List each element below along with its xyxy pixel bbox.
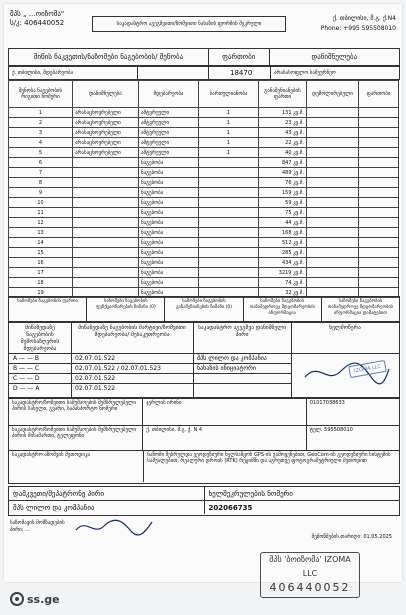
ss-ge-logo bbox=[10, 592, 60, 606]
row-location: ნაგებობა bbox=[139, 218, 199, 228]
surveyor-line-1: შპს ლილო და კომპანია bbox=[193, 354, 291, 364]
company-stamp bbox=[260, 552, 360, 598]
table-row bbox=[9, 108, 399, 118]
header-location: მდებარეობა bbox=[139, 81, 199, 108]
row-use bbox=[73, 178, 139, 188]
row-floors bbox=[199, 178, 259, 188]
company-contact bbox=[321, 14, 396, 34]
row-number: 16 bbox=[9, 258, 73, 268]
row-location: ნაგებობა bbox=[139, 208, 199, 218]
row-use: არასაცხოვრებელი bbox=[73, 148, 139, 158]
method-row bbox=[9, 451, 399, 482]
row-number: 8 bbox=[9, 178, 73, 188]
table-row bbox=[9, 208, 399, 218]
area-value: 18470 bbox=[209, 67, 271, 79]
row-use bbox=[73, 238, 139, 248]
row-area: 75 კვ.მ. bbox=[259, 208, 307, 218]
row-area: 3219 კვ.მ. bbox=[259, 268, 307, 278]
row-extra-area bbox=[359, 238, 399, 248]
mid-note-1: საზომები ნაგებობის ფართი bbox=[9, 297, 87, 321]
check-date-label: შემოწმების თარიღი: bbox=[311, 534, 362, 540]
date-1: 02.07.01.522 bbox=[71, 354, 193, 364]
segment-da: D — — A bbox=[13, 385, 40, 392]
row-extra-area bbox=[359, 248, 399, 258]
surveyor-details-block bbox=[8, 398, 400, 484]
row-area: 159 კვ.მ. bbox=[259, 188, 307, 198]
method-label: საკადასტრო აზომვის მეთოდიკა bbox=[9, 451, 144, 482]
company-id: ს/კ: 406440052 bbox=[10, 19, 65, 27]
row-number: 12 bbox=[9, 218, 73, 228]
requester-block bbox=[8, 486, 400, 516]
row-number: 11 bbox=[9, 208, 73, 218]
document-sheet bbox=[4, 4, 402, 594]
row-location: ნაგებობა bbox=[139, 248, 199, 258]
table-row bbox=[9, 238, 399, 248]
table-row bbox=[9, 198, 399, 208]
table-row bbox=[9, 228, 399, 238]
preparer-label-2: პირი: ... bbox=[10, 527, 30, 533]
row-floors bbox=[199, 228, 259, 238]
row-area: 43 კვ.მ. bbox=[259, 128, 307, 138]
header-number: შენობა ნაგებობის რიგითი ნომერი bbox=[9, 81, 73, 108]
row-area: 40 კვ.მ. bbox=[259, 148, 307, 158]
row-floors bbox=[199, 248, 259, 258]
row-use bbox=[73, 278, 139, 288]
row-use bbox=[73, 168, 139, 178]
company-header bbox=[10, 10, 64, 28]
table-row bbox=[9, 258, 399, 268]
row-number: 7 bbox=[9, 168, 73, 178]
purpose-value: არასასოფლო სამეურნეო bbox=[274, 70, 336, 76]
row-floors: 1 bbox=[199, 118, 259, 128]
row-area: 22 კვ.მ. bbox=[259, 138, 307, 148]
surveyor-address-row bbox=[9, 426, 399, 451]
row-area: 74 კვ.მ. bbox=[259, 278, 307, 288]
row-use bbox=[73, 218, 139, 228]
row-number: 9 bbox=[9, 188, 73, 198]
preparer-signature bbox=[74, 516, 154, 538]
row-demolished bbox=[307, 188, 359, 198]
boundary-dates-header: მიწაზედაზე ნაგებობის მარტივი/ზომვითი მდებარეობა/ მესაკუთრეობა bbox=[71, 323, 193, 354]
row-floors bbox=[199, 158, 259, 168]
mid-note-2: საზომები ნაგებობის ფუნქციონირების ნიშანი (0) bbox=[87, 297, 165, 321]
row-number: 2 bbox=[9, 118, 73, 128]
row-floors: 1 bbox=[199, 108, 259, 118]
boundary-block bbox=[8, 322, 400, 398]
row-number: 6 bbox=[9, 158, 73, 168]
row-floors bbox=[199, 238, 259, 248]
row-extra-area bbox=[359, 108, 399, 118]
table-row bbox=[9, 178, 399, 188]
row-demolished bbox=[307, 118, 359, 128]
logo-text: ss.ge bbox=[27, 592, 60, 606]
company-stamp-small: IZOMA LLC bbox=[348, 360, 387, 378]
row-demolished bbox=[307, 128, 359, 138]
company-name: შპს „ ...ოიზომა" bbox=[10, 10, 65, 18]
row-area: 131 კვ.მ. bbox=[259, 108, 307, 118]
table-row bbox=[9, 138, 399, 148]
row-location: ნაგებობა bbox=[139, 228, 199, 238]
row-demolished bbox=[307, 198, 359, 208]
row-number: 14 bbox=[9, 238, 73, 248]
row-location: ნაგებობა bbox=[139, 258, 199, 268]
stamp-company-name: შპს 'ბოიზომა' IZOMA LLC bbox=[269, 555, 351, 578]
row-demolished bbox=[307, 168, 359, 178]
table-row bbox=[9, 128, 399, 138]
row-area: 23 კვ.მ. bbox=[259, 118, 307, 128]
row-area: 59 კვ.მ. bbox=[259, 198, 307, 208]
row-demolished bbox=[307, 158, 359, 168]
preparer-signature-area bbox=[10, 520, 65, 534]
row-number: 19 bbox=[9, 288, 73, 298]
row-extra-area bbox=[359, 278, 399, 288]
row-use bbox=[73, 198, 139, 208]
table-row bbox=[9, 278, 399, 288]
row-extra-area bbox=[359, 228, 399, 238]
logo-icon bbox=[10, 592, 24, 606]
row-floors bbox=[199, 218, 259, 228]
row-demolished bbox=[307, 258, 359, 268]
row-area: 489 კვ.მ. bbox=[259, 168, 307, 178]
row-use: არასაცხოვრებელი bbox=[73, 118, 139, 128]
boundary-header: მიწაზედაზე ნაგებობის შემოსაზღვრის მდებარეობა bbox=[9, 323, 71, 354]
boundary-dates-col bbox=[71, 323, 194, 397]
row-use bbox=[73, 158, 139, 168]
header-demolished: დემოლირებული bbox=[307, 81, 359, 108]
row-floors: 1 bbox=[199, 138, 259, 148]
company-phone: Phone: +995 595508010 bbox=[320, 25, 396, 32]
header-area: განაშენიანების ფართი bbox=[259, 81, 307, 108]
table-row bbox=[9, 188, 399, 198]
boundary-segments-col bbox=[9, 323, 72, 397]
area-label: ფართობი bbox=[209, 49, 270, 65]
row-demolished bbox=[307, 248, 359, 258]
row-location: ამტვრეული bbox=[139, 108, 199, 118]
row-location: ნაგებობა bbox=[139, 198, 199, 208]
row-extra-area bbox=[359, 218, 399, 228]
row-number: 13 bbox=[9, 228, 73, 238]
row-floors: 1 bbox=[199, 128, 259, 138]
row-location: ნაგებობა bbox=[139, 188, 199, 198]
table-row bbox=[9, 248, 399, 258]
surveyor-address-value: ქ. თბილისი, მ.გ. ქ. N 4 bbox=[143, 426, 307, 450]
row-extra-area bbox=[359, 128, 399, 138]
surveyor-passport-value: 01017038633 bbox=[309, 400, 345, 406]
row-use bbox=[73, 258, 139, 268]
row-floors bbox=[199, 198, 259, 208]
buildings-table bbox=[8, 80, 399, 298]
row-use bbox=[73, 208, 139, 218]
row-area: 32 კვ.მ. bbox=[259, 288, 307, 298]
agreement-value: 202066735 bbox=[208, 503, 253, 512]
signature-header: ხელმოწერა bbox=[291, 323, 399, 354]
check-date bbox=[312, 534, 392, 540]
row-floors bbox=[199, 188, 259, 198]
row-number: 1 bbox=[9, 108, 73, 118]
row-location: ამტვრეული bbox=[139, 118, 199, 128]
row-extra-area bbox=[359, 178, 399, 188]
table-header-row bbox=[9, 81, 399, 108]
row-demolished bbox=[307, 108, 359, 118]
date-4: 02.07.01.522 bbox=[75, 385, 116, 392]
row-floors bbox=[199, 278, 259, 288]
table-row bbox=[9, 168, 399, 178]
table-row bbox=[9, 118, 399, 128]
row-extra-area bbox=[359, 168, 399, 178]
requester-label-row bbox=[9, 487, 399, 501]
surveyor-name-value: ჯერლის ირინი bbox=[143, 399, 307, 425]
segment-cd: C — — D bbox=[9, 374, 71, 384]
mid-note-4: საზომები ნაგებობის თანამედროვე მდგომარეობის ინფორმაცია bbox=[244, 297, 322, 321]
row-demolished bbox=[307, 268, 359, 278]
surveyor-phone-value: ტელ. 595508010 bbox=[309, 427, 353, 433]
row-extra-area bbox=[359, 258, 399, 268]
row-use bbox=[73, 268, 139, 278]
row-number: 18 bbox=[9, 278, 73, 288]
row-area: 512 კვ.მ. bbox=[259, 238, 307, 248]
row-extra-area bbox=[359, 188, 399, 198]
land-title: მიწის ნაკვეთის/ნაზომები ნაგებობის/ შენობა bbox=[9, 49, 209, 65]
row-area: 434 კვ.მ. bbox=[259, 258, 307, 268]
table-row bbox=[9, 268, 399, 278]
row-use: არასაცხოვრებელი bbox=[73, 138, 139, 148]
row-location: ნაგებობა bbox=[139, 288, 199, 298]
row-area: 847 კვ.მ. bbox=[259, 158, 307, 168]
sub-col2 bbox=[138, 67, 209, 79]
table-row bbox=[9, 218, 399, 228]
row-demolished bbox=[307, 138, 359, 148]
row-number: 5 bbox=[9, 148, 73, 158]
row-number: 17 bbox=[9, 268, 73, 278]
row-location: ნაგებობა bbox=[139, 238, 199, 248]
row-location: ამტვრეული bbox=[139, 128, 199, 138]
mid-note-5: საზომები ნაგებობის თანამედროვე მდგომარეობის ინფორმაცია დამატებით bbox=[327, 299, 394, 316]
mid-note-3: საზომები ნაგებობის განაშენიანების ნიშანი (0) bbox=[165, 297, 243, 321]
row-number: 4 bbox=[9, 138, 73, 148]
row-extra-area bbox=[359, 138, 399, 148]
surveyor-line-2: ნახაზის ინიციატორი bbox=[193, 364, 291, 374]
row-location: ნაგებობა bbox=[139, 268, 199, 278]
table-row bbox=[9, 148, 399, 158]
row-floors bbox=[199, 268, 259, 278]
date-2: 02.07.01.522 / 02.07.01.523 bbox=[71, 364, 193, 374]
surveyor-line-4 bbox=[193, 384, 291, 393]
row-number: 3 bbox=[9, 128, 73, 138]
row-demolished bbox=[307, 238, 359, 248]
row-location: ნაგებობა bbox=[139, 278, 199, 288]
row-floors bbox=[199, 168, 259, 178]
row-use bbox=[73, 228, 139, 238]
sub-row bbox=[8, 66, 400, 80]
row-demolished bbox=[307, 228, 359, 238]
row-extra-area bbox=[359, 268, 399, 278]
row-location: ამტვრეული bbox=[139, 148, 199, 158]
date-3: 02.07.01.522 bbox=[71, 374, 193, 384]
row-number: 10 bbox=[9, 198, 73, 208]
surveyor-col bbox=[193, 323, 292, 397]
row-area: 168 კვ.მ. bbox=[259, 228, 307, 238]
row-demolished bbox=[307, 218, 359, 228]
row-location: ნაგებობა bbox=[139, 158, 199, 168]
requester-value: შპს ლილო და კომპანია bbox=[9, 501, 205, 514]
title-bar bbox=[8, 48, 400, 66]
row-area: 76 კვ.მ. bbox=[259, 178, 307, 188]
row-location: ნაგებობა bbox=[139, 168, 199, 178]
row-number: 15 bbox=[9, 248, 73, 258]
method-value: ნაზომი შესრულდა ვეოდეზიური ხელსაწყოს GPS-ის გამოყენებით, GeoCom-ის გეოდეზიური სისტემის საშუალებით, რეალური დროის (RTK) რეჟიმში და აგრეთვე ფოტოგრამეტრიული მეთოდით bbox=[147, 452, 391, 464]
company-address: ქ. თბილისი, მ.გ. ქ.N4 bbox=[332, 15, 396, 22]
row-use bbox=[73, 248, 139, 258]
purpose-label: დანიშნულება bbox=[311, 53, 358, 61]
row-extra-area bbox=[359, 198, 399, 208]
segment-bc: B — — C bbox=[9, 364, 71, 374]
row-floors: 1 bbox=[199, 148, 259, 158]
row-location: ამტვრეული bbox=[139, 138, 199, 148]
surveyor-name-label: საკადასტრო/ზომვითი სამუშაოების შემსრულებელი პირის სახელი, გვარი, საპასპორტო ნომერი bbox=[9, 399, 143, 425]
header-extra-area: ფართობი bbox=[359, 81, 399, 108]
check-date-value: 01.05.2025 bbox=[363, 534, 392, 540]
row-extra-area bbox=[359, 158, 399, 168]
surveyor-line-3 bbox=[193, 374, 291, 384]
segment-ab: A — — B bbox=[9, 354, 71, 364]
row-use: არასაცხოვრებელი bbox=[73, 128, 139, 138]
surveyor-address-label: საკადასტრო/ზომვითი სამუშაოების შემსრულებელი პირის მისამართი, ტელეფონი bbox=[9, 426, 143, 450]
row-extra-area bbox=[359, 208, 399, 218]
stamp-company-id: 406440052 bbox=[269, 581, 351, 594]
row-extra-area bbox=[359, 148, 399, 158]
row-demolished bbox=[307, 208, 359, 218]
row-extra-area bbox=[359, 118, 399, 128]
row-area: 44 კვ.მ. bbox=[259, 218, 307, 228]
row-floors bbox=[199, 258, 259, 268]
mid-notes-row bbox=[8, 296, 400, 322]
surveyor-header: საკადასტრო აგეგმვა დანიშნული პირი bbox=[193, 323, 291, 354]
row-location: ნაგებობა bbox=[139, 178, 199, 188]
row-floors bbox=[199, 208, 259, 218]
row-use: არასაცხოვრებელი bbox=[73, 108, 139, 118]
row-area: 285 კვ.მ. bbox=[259, 248, 307, 258]
row-demolished bbox=[307, 148, 359, 158]
signature-col bbox=[291, 323, 399, 397]
requester-label: დამკვეთი/მეპატრონე პირი bbox=[9, 487, 205, 500]
agreement-label: ხელშეკრულების ნომერი bbox=[208, 489, 293, 498]
requester-value-row bbox=[9, 501, 399, 514]
header-use: დანიშნულება bbox=[73, 81, 139, 108]
document-heading: საკადასტრო აგეგმვითი/ზომვითი ნახაზის ფორმის შეკრული bbox=[92, 16, 286, 32]
table-row bbox=[9, 158, 399, 168]
row-use bbox=[73, 188, 139, 198]
surveyor-name-row bbox=[9, 399, 399, 426]
header-floors: სართულიანობა bbox=[199, 81, 259, 108]
address-note: ქ. თბილისი, მდებარეობა bbox=[9, 67, 138, 79]
row-demolished bbox=[307, 178, 359, 188]
row-demolished bbox=[307, 278, 359, 288]
preparer-label-1: საზომავის მომზადების bbox=[10, 520, 65, 526]
